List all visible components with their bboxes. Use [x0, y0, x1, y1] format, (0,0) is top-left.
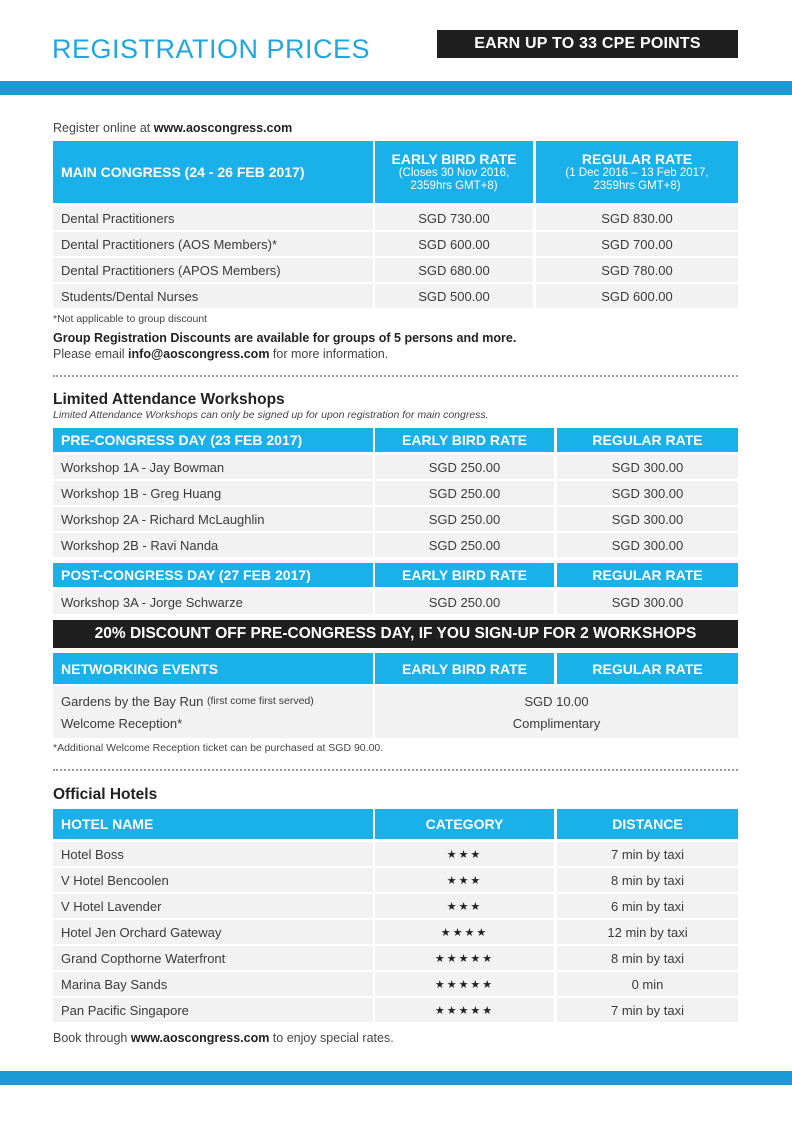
hotel-stars — [375, 972, 554, 996]
regular-rate-label: REGULAR RATE — [581, 150, 693, 167]
hotel-name: V Hotel Bencoolen — [53, 868, 373, 892]
early-bird-note-2: 2359hrs GMT+8) — [410, 180, 498, 193]
row-early: SGD 250.00 — [375, 455, 554, 479]
regular-rate-note-2: 2359hrs GMT+8) — [593, 180, 681, 193]
star-rating-icon: ★★★★ — [440, 926, 489, 939]
row-regular: SGD 300.00 — [557, 507, 738, 531]
hotel-distance: 7 min by taxi — [557, 998, 738, 1022]
bottom-band — [0, 1071, 792, 1085]
page-title: REGISTRATION PRICES — [52, 34, 371, 64]
hotel-stars — [375, 998, 554, 1022]
hotel-distance: 8 min by taxi — [557, 946, 738, 970]
row-name: Dental Practitioners — [53, 206, 373, 230]
book-line — [53, 1031, 394, 1045]
hotel-distance-header: DISTANCE — [557, 809, 738, 839]
row-early: SGD 250.00 — [375, 533, 554, 557]
row-regular: SGD 300.00 — [557, 590, 738, 614]
networking-header: NETWORKING EVENTS — [53, 653, 373, 684]
workshops-heading: Limited Attendance Workshops — [53, 391, 285, 408]
regular-rate-header — [536, 141, 738, 203]
row-regular: SGD 830.00 — [536, 206, 738, 230]
book-prefix: Book through — [53, 1031, 131, 1045]
row-name: Students/Dental Nurses — [53, 284, 373, 308]
hotel-name: Hotel Boss — [53, 842, 373, 866]
workshops-subheading: Limited Attendance Workshops can only be signed up for upon registration for main congress. — [53, 409, 489, 421]
early-bird-note-1: (Closes 30 Nov 2016, — [398, 166, 510, 179]
hotel-stars — [375, 894, 554, 918]
event-name: Gardens by the Bay Run — [61, 693, 204, 709]
main-congress-header: MAIN CONGRESS (24 - 26 FEB 2017) — [53, 141, 373, 203]
row-regular: SGD 300.00 — [557, 481, 738, 505]
early-bird-header — [375, 141, 533, 203]
row-name: Workshop 1B - Greg Huang — [53, 481, 373, 505]
row-early: SGD 250.00 — [375, 590, 554, 614]
email-link[interactable]: info@aoscongress.com — [128, 347, 270, 361]
hotel-stars — [375, 868, 554, 892]
post-early-header: EARLY BIRD RATE — [375, 563, 554, 587]
row-name: Dental Practitioners (APOS Members) — [53, 258, 373, 282]
star-rating-icon: ★★★★★ — [434, 1004, 495, 1017]
row-name — [53, 690, 373, 712]
row-regular: SGD 600.00 — [536, 284, 738, 308]
hotel-distance: 8 min by taxi — [557, 868, 738, 892]
row-name: Dental Practitioners (AOS Members)* — [53, 232, 373, 256]
register-line — [53, 121, 292, 135]
dotted-divider — [53, 769, 738, 771]
row-price: SGD 10.00 — [524, 693, 589, 709]
networking-early-header: EARLY BIRD RATE — [375, 653, 554, 684]
pre-regular-header: REGULAR RATE — [557, 428, 738, 452]
regular-rate-note-1: (1 Dec 2016 – 13 Feb 2017, — [565, 166, 709, 179]
star-rating-icon: ★★★ — [446, 874, 483, 887]
hotel-name: Marina Bay Sands — [53, 972, 373, 996]
hotel-name: Grand Copthorne Waterfront — [53, 946, 373, 970]
hotel-name: Hotel Jen Orchard Gateway — [53, 920, 373, 944]
row-early: SGD 250.00 — [375, 481, 554, 505]
row-name: Workshop 2B - Ravi Nanda — [53, 533, 373, 557]
star-rating-icon: ★★★ — [446, 900, 483, 913]
email-line — [53, 347, 388, 361]
hotel-name: V Hotel Lavender — [53, 894, 373, 918]
register-prefix: Register online at — [53, 121, 154, 135]
star-rating-icon: ★★★★★ — [434, 952, 495, 965]
row-early: SGD 680.00 — [375, 258, 533, 282]
hotel-name: Pan Pacific Singapore — [53, 998, 373, 1022]
row-early: SGD 500.00 — [375, 284, 533, 308]
row-name: Workshop 1A - Jay Bowman — [53, 455, 373, 479]
hotel-name-header: HOTEL NAME — [53, 809, 373, 839]
hotel-distance: 0 min — [557, 972, 738, 996]
row-regular: SGD 300.00 — [557, 455, 738, 479]
book-url-link[interactable]: www.aoscongress.com — [130, 1031, 270, 1045]
star-rating-icon: ★★★★★ — [434, 978, 495, 991]
post-regular-header: REGULAR RATE — [557, 563, 738, 587]
row-name: Workshop 3A - Jorge Schwarze — [53, 590, 373, 614]
hotel-stars — [375, 842, 554, 866]
hotels-heading: Official Hotels — [53, 786, 158, 803]
email-suffix: for more information. — [269, 347, 389, 361]
register-url-link[interactable]: www.aoscongress.com — [153, 121, 293, 135]
row-name: Welcome Reception* — [61, 715, 183, 731]
book-suffix: to enjoy special rates. — [269, 1031, 394, 1045]
cpe-points-badge: EARN UP TO 33 CPE POINTS — [437, 30, 738, 58]
hotel-stars — [375, 946, 554, 970]
hotel-stars — [375, 920, 554, 944]
dotted-divider — [53, 375, 738, 377]
hotel-distance: 7 min by taxi — [557, 842, 738, 866]
row-early: SGD 250.00 — [375, 507, 554, 531]
hotel-distance: 6 min by taxi — [557, 894, 738, 918]
row-regular: SGD 700.00 — [536, 232, 738, 256]
group-discount-text: Group Registration Discounts are available for groups of 5 persons and more. — [53, 331, 517, 345]
workshop-discount-banner: 20% DISCOUNT OFF PRE-CONGRESS DAY, IF YOU SIGN-UP FOR 2 WORKSHOPS — [53, 620, 738, 648]
row-early: SGD 730.00 — [375, 206, 533, 230]
row-regular: SGD 780.00 — [536, 258, 738, 282]
top-band — [0, 81, 792, 95]
row-price: Complimentary — [512, 715, 601, 731]
post-congress-header: POST-CONGRESS DAY (27 FEB 2017) — [53, 563, 373, 587]
group-discount-footnote: *Not applicable to group discount — [53, 313, 208, 325]
networking-regular-header: REGULAR RATE — [557, 653, 738, 684]
hotel-distance: 12 min by taxi — [557, 920, 738, 944]
pre-congress-header: PRE-CONGRESS DAY (23 FEB 2017) — [53, 428, 373, 452]
email-prefix: Please email — [53, 347, 129, 361]
early-bird-label: EARLY BIRD RATE — [391, 150, 517, 167]
row-regular: SGD 300.00 — [557, 533, 738, 557]
star-rating-icon: ★★★ — [446, 848, 483, 861]
row-early: SGD 600.00 — [375, 232, 533, 256]
welcome-reception-footnote: *Additional Welcome Reception ticket can be purchased at SGD 90.00. — [53, 742, 384, 754]
pre-early-header: EARLY BIRD RATE — [375, 428, 554, 452]
row-name: Workshop 2A - Richard McLaughlin — [53, 507, 373, 531]
event-note: (first come first served) — [206, 695, 314, 707]
hotel-category-header: CATEGORY — [375, 809, 554, 839]
